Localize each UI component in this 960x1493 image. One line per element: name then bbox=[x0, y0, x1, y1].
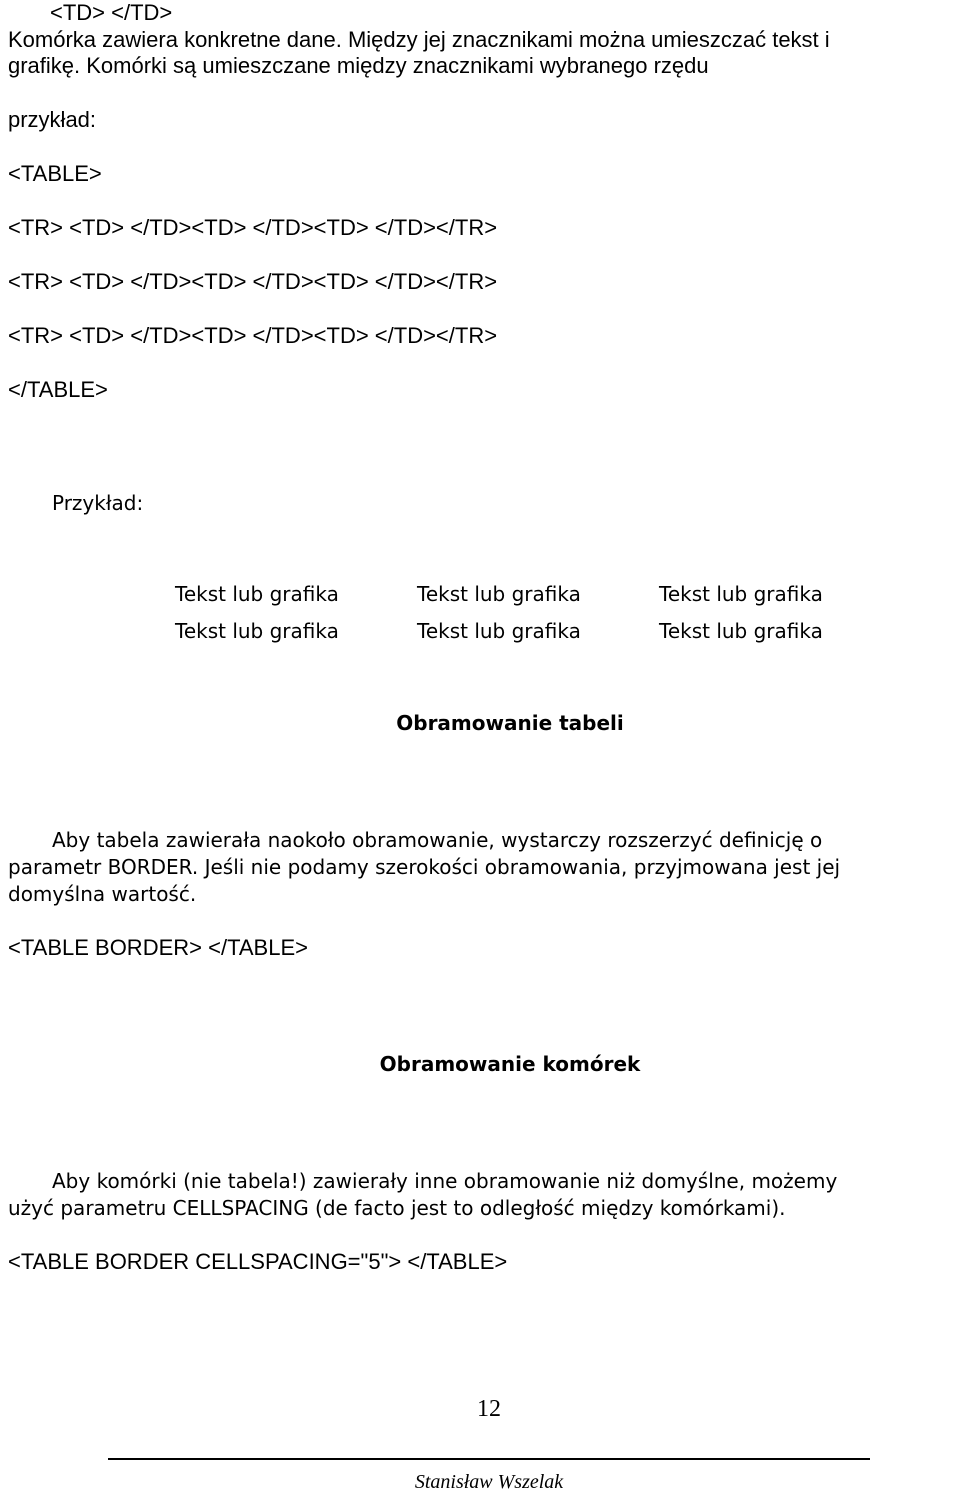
code-line: <TR> <TD> </TD><TD> </TD><TD> </TD></TR> bbox=[8, 269, 498, 294]
code-line: <TR> <TD> </TD><TD> </TD><TD> </TD></TR> bbox=[8, 323, 498, 348]
paragraph-line: Aby tabela zawierała naokoło obramowanie, wystarczy rozszerzyć definicję o bbox=[52, 828, 823, 852]
page-number: 12 bbox=[477, 1396, 501, 1422]
paragraph-line: domyślna wartość. bbox=[8, 882, 197, 906]
example-heading: Przykład: bbox=[52, 491, 144, 515]
code-line: <TABLE BORDER> </TABLE> bbox=[8, 935, 308, 960]
table-cell: Tekst lub grafika bbox=[175, 619, 339, 643]
section-heading-table-border: Obramowanie tabeli bbox=[396, 711, 624, 735]
table-cell: Tekst lub grafika bbox=[659, 582, 823, 606]
intro-line-2: grafikę. Komórki są umieszczane między znacznikami wybranego rzędu bbox=[8, 53, 709, 78]
example-label: przykład: bbox=[8, 107, 97, 132]
table-cell: Tekst lub grafika bbox=[175, 582, 339, 606]
code-line: <TABLE BORDER CELLSPACING="5"> </TABLE> bbox=[8, 1249, 508, 1274]
footer-author: Stanisław Wszelak bbox=[414, 1471, 564, 1493]
code-line: <TR> <TD> </TD><TD> </TD><TD> </TD></TR> bbox=[8, 215, 498, 240]
footer-divider bbox=[108, 1458, 870, 1460]
code-line: <TABLE> bbox=[8, 161, 102, 186]
paragraph-line: Aby komórki (nie tabela!) zawierały inne obramowanie niż domyślne, możemy bbox=[52, 1169, 838, 1193]
section-heading-cell-border: Obramowanie komórek bbox=[379, 1052, 641, 1076]
table-cell: Tekst lub grafika bbox=[417, 619, 581, 643]
section-heading-td: <TD> </TD> bbox=[50, 0, 173, 25]
paragraph-line: parametr BORDER. Jeśli nie podamy szerokości obramowania, przyjmowana jest jej bbox=[8, 855, 841, 879]
table-cell: Tekst lub grafika bbox=[659, 619, 823, 643]
table-cell: Tekst lub grafika bbox=[417, 582, 581, 606]
intro-line-1: Komórka zawiera konkretne dane. Między jej znacznikami można umieszczać tekst i bbox=[8, 27, 830, 52]
paragraph-line: użyć parametru CELLSPACING (de facto jest to odległość między komórkami). bbox=[8, 1196, 786, 1220]
code-line: </TABLE> bbox=[8, 377, 108, 402]
